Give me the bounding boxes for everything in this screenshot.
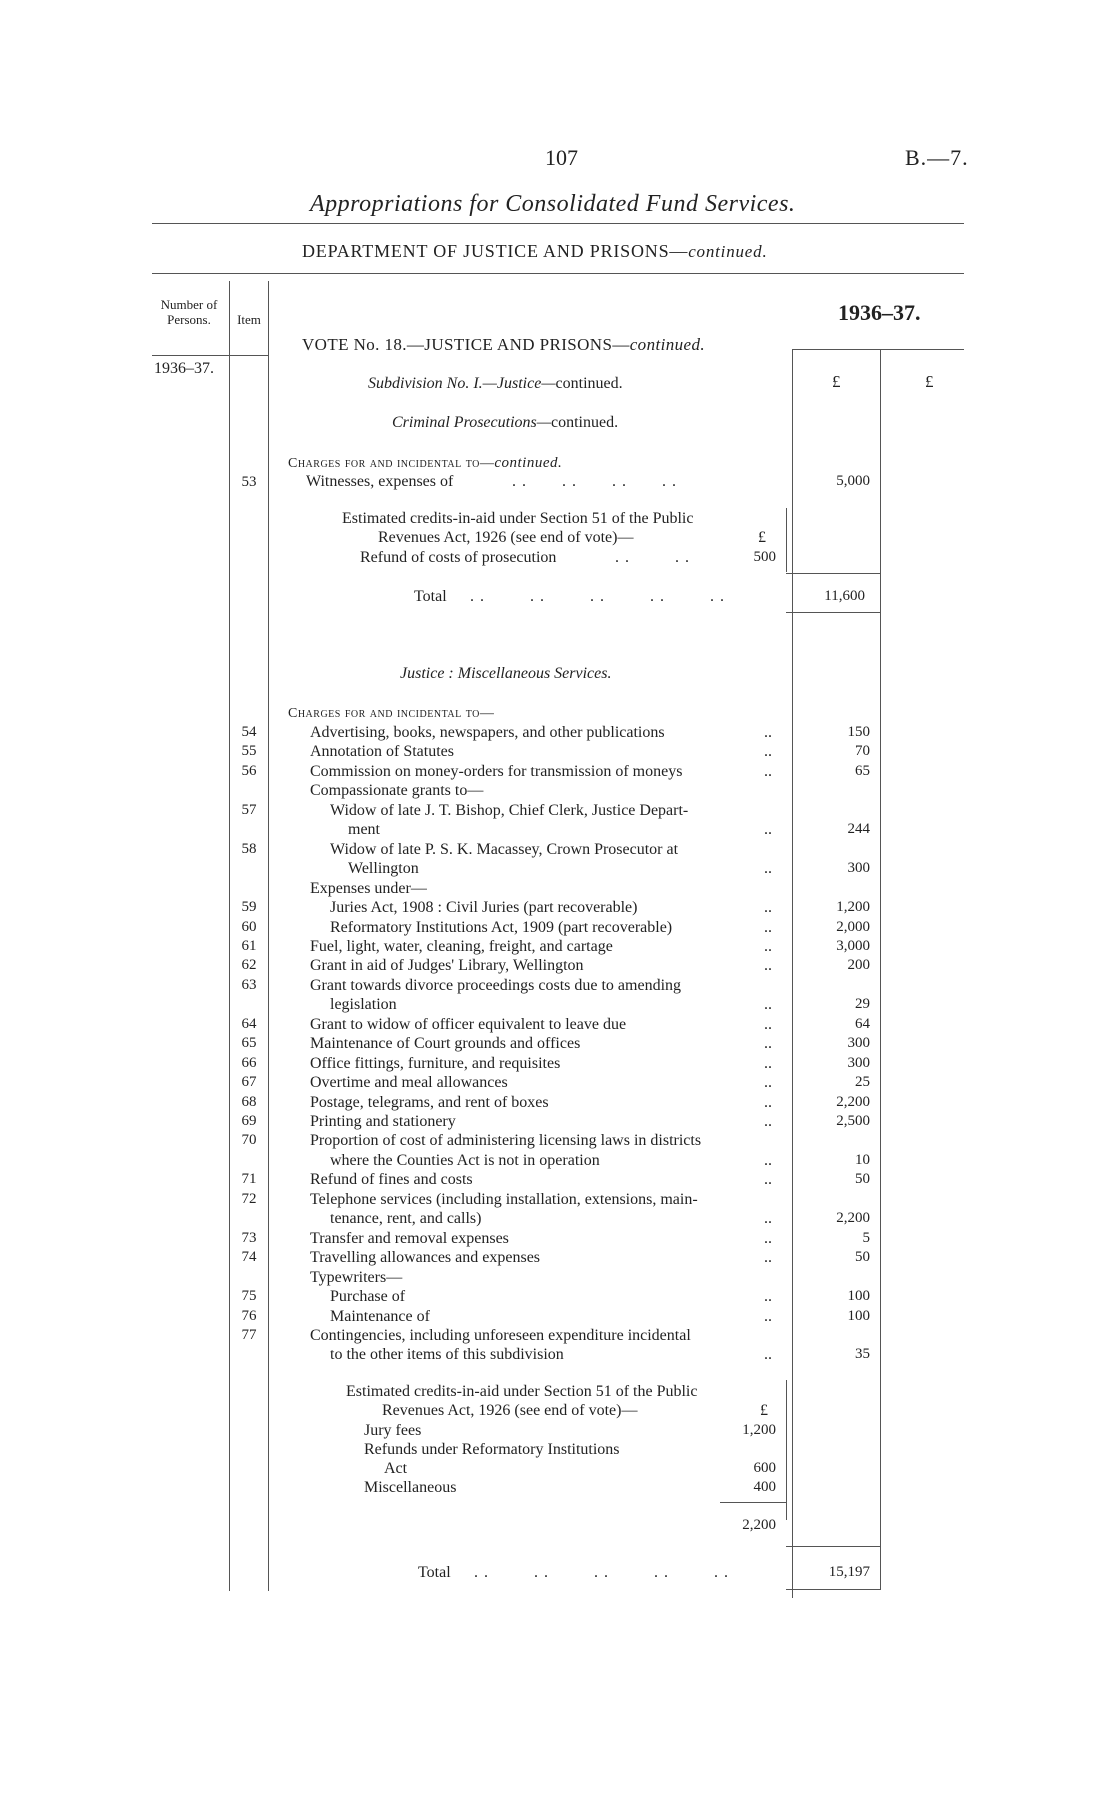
item-number: 59	[241, 899, 257, 916]
item-amount: 100	[847, 1307, 870, 1324]
title-rule	[152, 223, 964, 224]
item-number: 68	[241, 1093, 257, 1110]
item-number: 77	[241, 1326, 257, 1343]
item-number: 73	[241, 1229, 257, 1246]
criminal-prosecutions-heading	[392, 414, 618, 432]
item-column-label: Item	[237, 312, 261, 327]
item-number: 62	[241, 957, 257, 974]
vote-heading	[302, 335, 705, 355]
criminal-credits-rule	[786, 508, 787, 572]
item-number: 67	[241, 1074, 257, 1091]
item-description: Typewriters—	[310, 1268, 403, 1286]
persons-year: 1936–37.	[154, 360, 214, 377]
item-amount: 300	[847, 1035, 870, 1052]
leader-dots: ..	[764, 724, 772, 741]
item-amount: 3,000	[836, 937, 870, 954]
item-description: Annotation of Statutes	[310, 743, 454, 761]
item-description: legislation	[330, 996, 397, 1014]
subdivision-heading	[368, 375, 623, 393]
criminal-heading-label: Criminal Prosecutions—	[392, 414, 551, 431]
misc-total-rule-top	[786, 1546, 880, 1547]
leader-dots: ..	[764, 1210, 772, 1228]
leader-dots: ..	[764, 996, 772, 1014]
leader-dots: ..	[764, 1054, 772, 1072]
item-amount: 2,000	[836, 918, 870, 935]
item-description: Contingencies, including unforeseen expenditure incidental	[310, 1326, 691, 1344]
misc-total-amount: 15,197	[828, 1564, 870, 1580]
item-amount: 64	[855, 1015, 870, 1032]
item-description: Witnesses, expenses of	[306, 473, 454, 490]
leader-dots: ..	[764, 937, 772, 955]
credit-description: Refunds under Reformatory Institutions	[364, 1441, 620, 1458]
item-description: Telephone services (including installation, extensions, main-	[310, 1190, 698, 1208]
criminal-charges-heading	[288, 455, 562, 472]
persons-column-label: Number of Persons.	[160, 297, 218, 327]
credit-amount: 400	[753, 1479, 776, 1495]
item-description: Compassionate grants to—	[310, 782, 484, 800]
item-number: 61	[241, 937, 257, 954]
amount-column-rule-mid	[880, 350, 881, 1590]
item-amount: 65	[855, 762, 870, 779]
leader-dots: ..	[764, 1307, 772, 1325]
leader-dots: ..	[764, 899, 772, 917]
item-number: 63	[241, 976, 257, 993]
page-number: 107	[545, 145, 578, 170]
item-number: 60	[241, 918, 257, 935]
leader-dots: ..	[764, 1288, 772, 1306]
item-description: Juries Act, 1908 : Civil Juries (part recoverable)	[330, 899, 638, 917]
criminal-total-label: Total	[414, 588, 447, 605]
credit-description: Jury fees	[364, 1422, 422, 1439]
item-description: Wellington	[348, 860, 419, 878]
department-name: DEPARTMENT OF JUSTICE AND PRISONS—	[302, 241, 689, 261]
criminal-total-rule-bottom	[786, 612, 880, 613]
item-description: Transfer and removal expenses	[310, 1229, 509, 1247]
item-description: Postage, telegrams, and rent of boxes	[310, 1093, 549, 1111]
item-description: Proportion of cost of administering licensing laws in districts	[310, 1132, 702, 1150]
item-number: 53	[241, 474, 257, 490]
item-description: tenance, rent, and calls)	[330, 1210, 482, 1228]
item-description: Purchase of	[330, 1288, 406, 1306]
misc-credits-subtotal-rule	[720, 1502, 786, 1503]
item-amount: 2,200	[836, 1210, 870, 1227]
vote-title: VOTE No. 18.—JUSTICE AND PRISONS—	[302, 335, 630, 354]
item-description: to the other items of this subdivision	[330, 1346, 564, 1364]
item-description: Expenses under—	[310, 879, 427, 897]
item-amount: 35	[855, 1346, 870, 1363]
leader-dots: ..	[764, 1249, 772, 1267]
item-description: Fuel, light, water, cleaning, freight, and cartage	[310, 937, 613, 955]
document-reference: B.—7.	[905, 145, 969, 170]
leader-dots: ..	[764, 821, 772, 839]
leader-dots: ..	[764, 743, 772, 761]
item-number: 71	[241, 1171, 257, 1188]
item-description: Maintenance of	[330, 1307, 430, 1325]
item-amount: 2,500	[836, 1113, 870, 1129]
item-amount: 150	[847, 724, 870, 740]
credit-description: Miscellaneous	[364, 1479, 457, 1496]
misc-charges-heading: Charges for and incidental to—	[288, 706, 495, 721]
item-number: 76	[241, 1307, 257, 1324]
item-description: Commission on money-orders for transmission of moneys	[310, 762, 683, 780]
pound-column-1: £	[832, 372, 841, 391]
item-description: Office fittings, furniture, and requisites	[310, 1054, 561, 1072]
leader-dots: ..	[764, 1229, 772, 1247]
leader-dots: .. .. .. ..	[512, 473, 682, 490]
item-amount: 2,200	[836, 1093, 870, 1110]
credit-amount: 600	[753, 1460, 776, 1476]
criminal-charges-continued: continued.	[494, 455, 563, 471]
page-title: Appropriations for Consolidated Fund Services.	[310, 191, 796, 217]
item-description: Advertising, books, newspapers, and other publications	[310, 724, 665, 741]
item-column-rule	[268, 281, 269, 1591]
leader-dots: ..	[764, 1015, 772, 1033]
criminal-total-amount: 11,600	[824, 588, 865, 604]
persons-column-rule	[229, 281, 230, 1591]
item-number: 72	[241, 1190, 257, 1207]
pound-column-2: £	[925, 372, 934, 391]
department-continued: continued.	[688, 242, 768, 261]
item-number: 70	[241, 1132, 257, 1149]
item-amount: 5	[862, 1229, 870, 1246]
item-amount: 244	[847, 821, 870, 838]
criminal-charges-label: Charges for and incidental to—	[288, 456, 495, 471]
item-number: 64	[241, 1015, 257, 1032]
subdivision-label: Subdivision No. I.—Justice—	[368, 375, 556, 392]
criminal-credits-pound: £	[758, 529, 766, 546]
leader-dots: ..	[764, 1035, 772, 1053]
credit-description: Act	[384, 1460, 408, 1477]
item-description: Printing and stationery	[310, 1113, 456, 1130]
item-amount: 1,200	[836, 899, 870, 916]
subdivision-continued: continued.	[555, 375, 623, 392]
department-rule	[152, 273, 964, 274]
criminal-credits-line-1: Estimated credits-in-aid under Section 51 of the Public	[342, 510, 694, 527]
item-description: Maintenance of Court grounds and offices	[310, 1035, 581, 1053]
leader-dots: .. .. .. .. ..	[474, 1564, 734, 1581]
item-description: Widow of late P. S. K. Macassey, Crown Prosecutor at	[330, 840, 679, 858]
credit-amount: 1,200	[742, 1422, 776, 1438]
vote-continued: continued.	[629, 335, 706, 354]
amount-year-heading: 1936–37.	[838, 300, 921, 325]
item-amount: 10	[855, 1151, 870, 1168]
misc-credits-total: 2,200	[742, 1517, 776, 1533]
misc-credits-rule	[786, 1380, 787, 1520]
leader-dots: .. .. .. .. ..	[470, 588, 730, 605]
item-amount: 300	[847, 1054, 870, 1071]
item-description: Overtime and meal allowances	[310, 1074, 508, 1092]
leader-dots: .. ..	[615, 549, 695, 566]
misc-credits-line-1: Estimated credits-in-aid under Section 51 of the Public	[346, 1383, 698, 1400]
item-amount: 5,000	[836, 473, 870, 489]
misc-credits-line-2: Revenues Act, 1926 (see end of vote)—	[382, 1402, 638, 1419]
item-number: 56	[241, 762, 257, 779]
leader-dots: ..	[764, 860, 772, 878]
item-description: Grant in aid of Judges' Library, Wellington	[310, 957, 584, 975]
criminal-credits-line-2: Revenues Act, 1926 (see end of vote)—	[378, 529, 634, 546]
refund-description: Refund of costs of prosecution	[360, 549, 557, 566]
department-heading	[302, 241, 768, 262]
item-number: 66	[241, 1054, 257, 1071]
leader-dots: ..	[764, 1171, 772, 1189]
item-number: 75	[241, 1288, 257, 1305]
leader-dots: ..	[764, 1074, 772, 1092]
item-amount: 200	[847, 957, 870, 974]
amount-column-rule-left	[792, 350, 793, 1598]
refund-amount: 500	[753, 549, 776, 565]
misc-total-rule-bottom	[786, 1589, 880, 1590]
item-description: Reformatory Institutions Act, 1909 (part recoverable)	[330, 918, 673, 936]
item-description: Grant towards divorce proceedings costs due to amending	[310, 976, 682, 994]
year-header-rule	[792, 349, 964, 350]
item-number: 58	[241, 840, 257, 857]
item-amount: 100	[847, 1288, 870, 1305]
criminal-total-rule-top	[786, 573, 880, 574]
misc-services-heading: Justice : Miscellaneous Services.	[400, 665, 612, 682]
item-number: 69	[241, 1113, 257, 1129]
item-number: 74	[241, 1249, 257, 1266]
item-description: ment	[348, 821, 380, 839]
item-number: 57	[241, 801, 257, 818]
item-description: Refund of fines and costs	[310, 1171, 473, 1189]
item-amount: 29	[855, 996, 870, 1013]
persons-year-rule	[152, 355, 268, 356]
leader-dots: ..	[764, 762, 772, 780]
leader-dots: ..	[764, 957, 772, 975]
leader-dots: ..	[764, 1113, 772, 1130]
leader-dots: ..	[764, 1151, 772, 1169]
item-number: 65	[241, 1035, 257, 1052]
misc-credits-pound: £	[760, 1402, 768, 1419]
item-description: Travelling allowances and expenses	[310, 1249, 541, 1267]
item-number: 54	[241, 724, 257, 740]
item-description: where the Counties Act is not in operation	[330, 1151, 600, 1169]
criminal-heading-continued: continued.	[550, 414, 619, 431]
leader-dots: ..	[764, 1346, 772, 1364]
item-description: Grant to widow of officer equivalent to leave due	[310, 1015, 627, 1033]
item-amount: 50	[855, 1171, 870, 1188]
leader-dots: ..	[764, 918, 772, 936]
item-amount: 300	[847, 860, 870, 877]
misc-total-label: Total	[418, 1564, 451, 1581]
item-amount: 50	[855, 1249, 870, 1266]
item-amount: 25	[855, 1074, 870, 1091]
item-description: Widow of late J. T. Bishop, Chief Clerk, Justice Depart-	[330, 801, 689, 819]
item-amount: 70	[855, 743, 870, 760]
item-number: 55	[241, 743, 257, 760]
leader-dots: ..	[764, 1093, 772, 1111]
